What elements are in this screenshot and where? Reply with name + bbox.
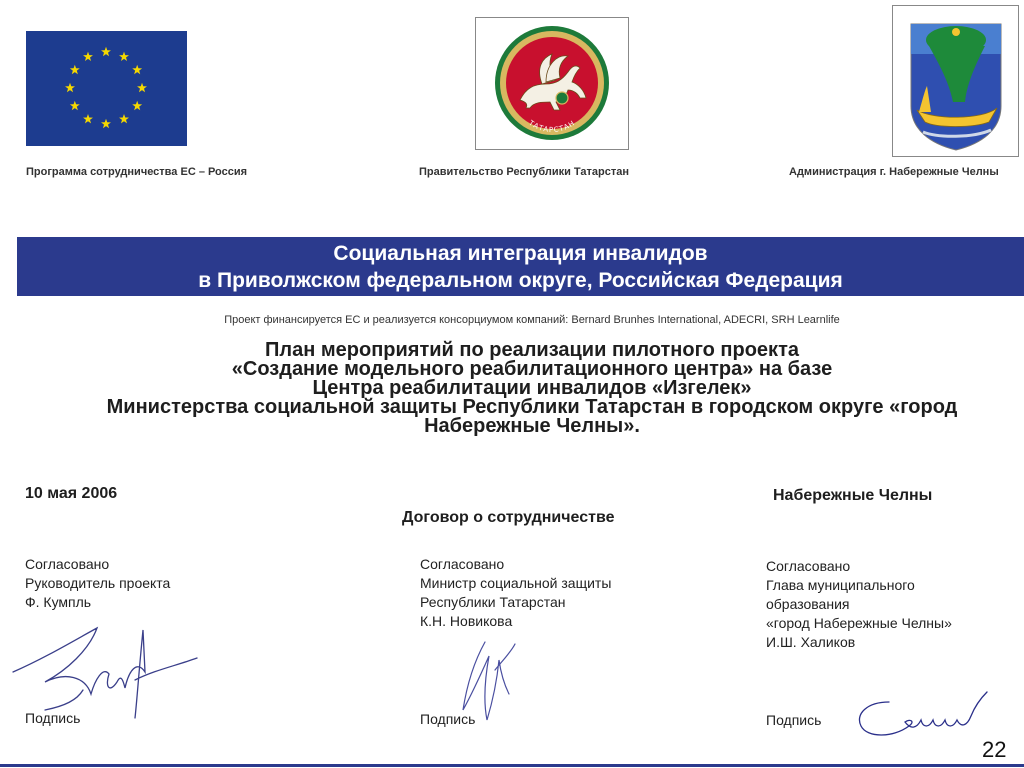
plan-title	[0, 341, 1024, 436]
signature-label: Подпись	[766, 712, 822, 728]
slide-number: 22	[982, 737, 1007, 762]
eu-program-caption: Программа сотрудничества ЕС – Россия	[26, 166, 248, 178]
approval-line: Руководитель проекта	[25, 575, 171, 591]
plan-title-line-2: «Создание модельного реабилитационного центра» на базе	[231, 358, 833, 380]
signature-2-icon	[455, 630, 520, 725]
snow-leopard-emblem-icon	[476, 18, 628, 149]
approval-line: Согласовано	[420, 556, 505, 572]
tatarstan-emblem-logo	[475, 17, 629, 150]
document-date: 10 мая 2006	[25, 485, 118, 502]
approval-line: И.Ш. Халиков	[766, 634, 856, 650]
emblem-ring-text: ТАТАРСТАН	[527, 118, 577, 135]
plan-title-line-1: План мероприятий по реализации пилотного проекта	[265, 339, 799, 361]
approval-block-minister	[420, 555, 611, 631]
banner-line-2: в Приволжском федеральном округе, Российская Федерация	[198, 269, 843, 292]
document-city: Набережные Челны	[773, 487, 933, 504]
plan-title-line-4: Министерства социальной защиты Республики Татарстан в городском округе «город	[106, 396, 958, 418]
ship-coat-of-arms-icon	[893, 6, 1018, 156]
plan-title-line-5: Набережные Челны».	[424, 415, 640, 437]
approval-block-city-head	[766, 557, 952, 652]
approval-line: Глава муниципального	[766, 577, 915, 593]
approval-line: Ф. Кумпль	[25, 594, 92, 610]
eu-flag-logo	[26, 31, 187, 146]
approval-line: К.Н. Новикова	[420, 613, 513, 629]
approval-line: Министр социальной защиты	[420, 575, 612, 591]
eu-stars-icon	[26, 31, 187, 146]
signature-label: Подпись	[25, 710, 81, 726]
bottom-divider	[0, 764, 1024, 767]
tatarstan-government-caption: Правительство Республики Татарстан	[419, 166, 629, 178]
project-funding-note: Проект финансируется ЕС и реализуется консорциумом компаний: Bernard Brunhes International, ADECRI, SRH Learnlife	[224, 314, 840, 326]
banner-line-1: Социальная интеграция инвалидов	[333, 242, 708, 265]
chelny-coat-of-arms-logo	[892, 5, 1019, 157]
signature-3-icon	[855, 688, 990, 743]
plan-title-line-3: Центра реабилитации инвалидов «Изгелек»	[312, 377, 752, 399]
approval-line: «город Набережные Челны»	[766, 615, 952, 631]
approval-block-project-lead	[25, 555, 170, 612]
contract-title: Договор о сотрудничестве	[402, 509, 615, 526]
approval-line: Согласовано	[25, 556, 110, 572]
approval-line: образования	[766, 596, 850, 612]
signature-1-icon	[5, 610, 205, 725]
approval-line: Согласовано	[766, 558, 851, 574]
chelny-administration-caption: Администрация г. Набережные Челны	[789, 166, 999, 178]
title-banner	[17, 237, 1024, 296]
approval-line: Республики Татарстан	[420, 594, 566, 610]
signature-label: Подпись	[420, 711, 476, 727]
